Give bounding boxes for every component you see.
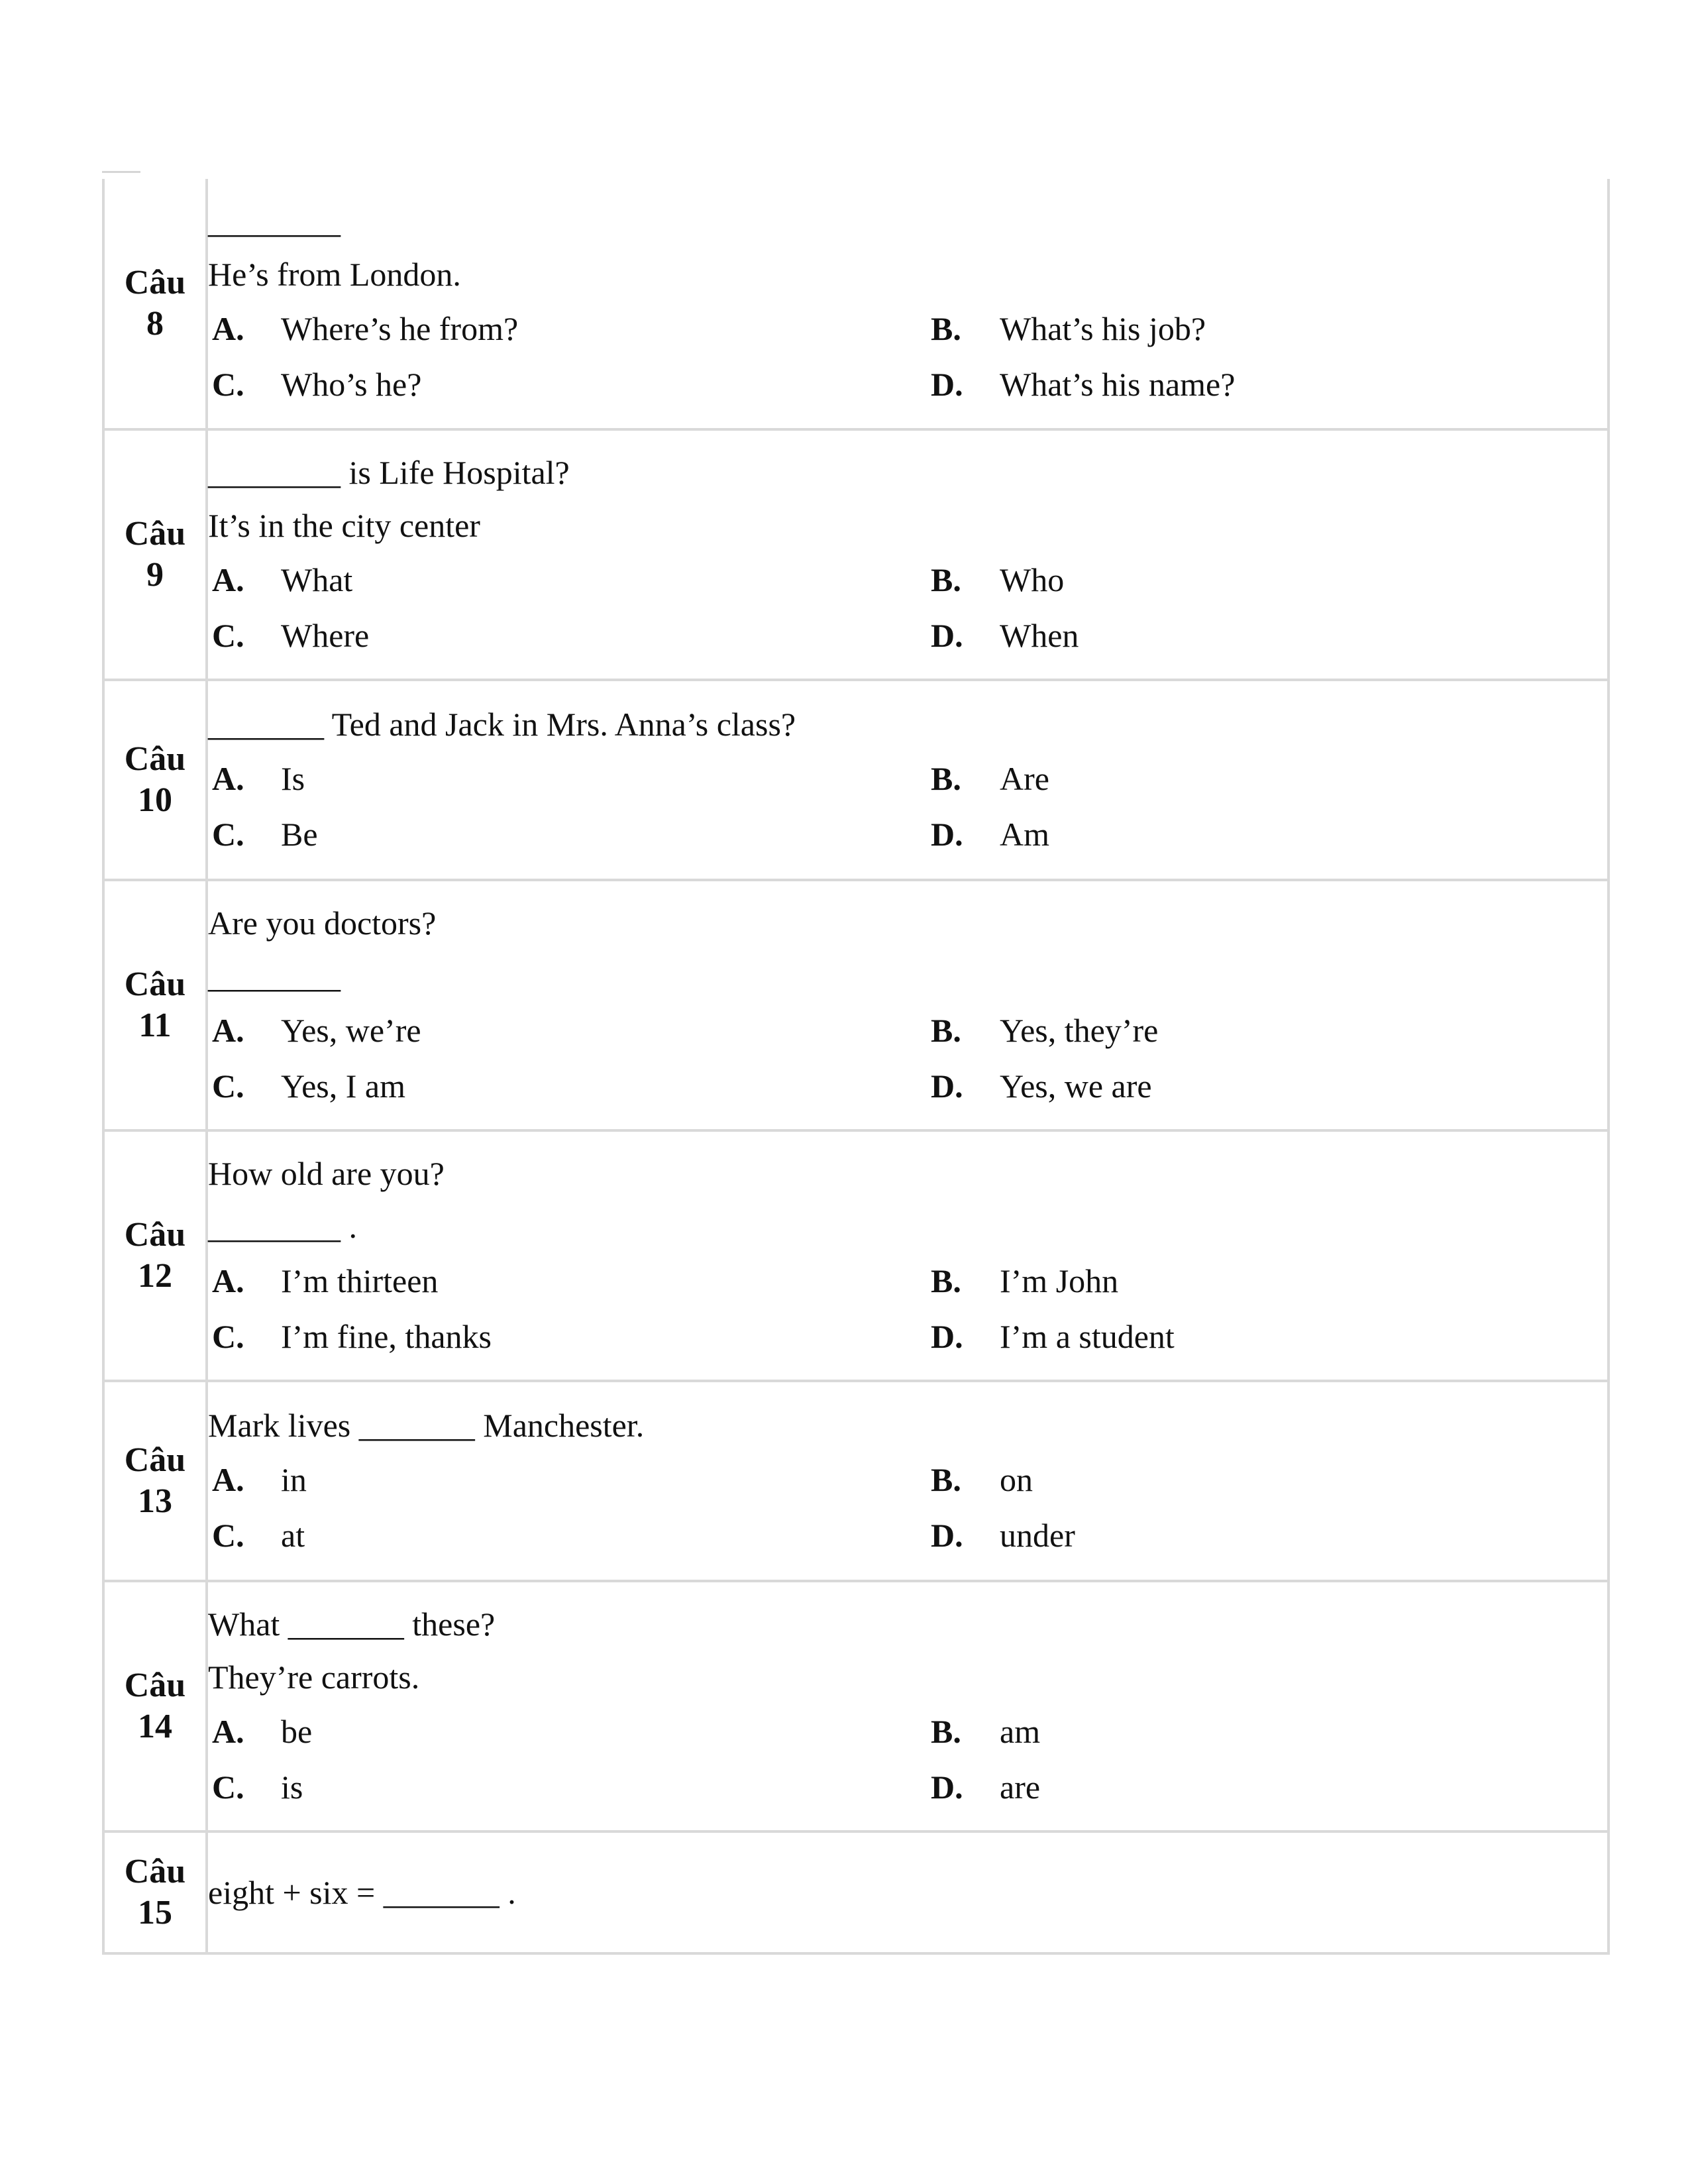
question-content-cell bbox=[207, 1130, 1609, 1381]
question-number-cell bbox=[103, 429, 207, 680]
option-letter: B. bbox=[931, 1461, 961, 1498]
question-content bbox=[208, 431, 1607, 678]
question-stem-line: ________ . bbox=[208, 1208, 357, 1245]
answer-option[interactable] bbox=[208, 1253, 927, 1309]
answer-option[interactable] bbox=[208, 356, 927, 412]
question-sheet bbox=[102, 179, 1610, 2018]
option-text: When bbox=[1000, 617, 1079, 654]
question-stem-line: eight + six = _______ . bbox=[208, 1874, 516, 1911]
question-number: 10 bbox=[138, 781, 172, 819]
option-letter: D. bbox=[931, 617, 963, 654]
option-text: What’s his job? bbox=[1000, 310, 1206, 347]
question-label: Câu bbox=[124, 1441, 186, 1479]
answer-option[interactable] bbox=[927, 1309, 1646, 1364]
answer-options bbox=[208, 1704, 1607, 1815]
question-row bbox=[103, 179, 1609, 429]
question-row bbox=[103, 1130, 1609, 1381]
option-letter: D. bbox=[931, 1517, 963, 1554]
question-label: Câu bbox=[124, 264, 186, 301]
question-row bbox=[103, 1581, 1609, 1831]
answer-option[interactable] bbox=[208, 1309, 927, 1364]
option-text: Yes, I am bbox=[281, 1067, 405, 1105]
question-content bbox=[208, 1132, 1607, 1379]
answer-option[interactable] bbox=[208, 751, 927, 806]
answer-option[interactable] bbox=[208, 608, 927, 663]
option-letter: D. bbox=[931, 366, 963, 403]
question-content bbox=[208, 1384, 1607, 1578]
option-text: Are bbox=[1000, 760, 1049, 797]
question-content bbox=[208, 1851, 1607, 1934]
option-letter: A. bbox=[212, 1713, 244, 1750]
option-text: Where bbox=[281, 617, 370, 654]
option-text: What bbox=[281, 561, 353, 598]
question-stem-line: He’s from London. bbox=[208, 256, 461, 293]
option-text: Who’s he? bbox=[281, 366, 422, 403]
option-letter: C. bbox=[212, 1769, 244, 1806]
option-text: Is bbox=[281, 760, 305, 797]
question-stem-line: Mark lives _______ Manchester. bbox=[208, 1407, 645, 1444]
question-stem-line: ________ bbox=[208, 203, 341, 240]
option-letter: A. bbox=[212, 310, 244, 347]
question-number-cell bbox=[103, 1581, 207, 1831]
table-corner-mark bbox=[102, 171, 140, 173]
question-label: Câu bbox=[124, 1853, 186, 1890]
question-stem-line: It’s in the city center bbox=[208, 507, 480, 544]
option-text: I’m John bbox=[1000, 1262, 1119, 1299]
question-label: Câu bbox=[124, 515, 186, 553]
answer-options bbox=[208, 1253, 1607, 1364]
answer-options bbox=[208, 301, 1607, 412]
option-text: is bbox=[281, 1769, 303, 1806]
question-row bbox=[103, 1831, 1609, 1953]
answer-option[interactable] bbox=[927, 608, 1646, 663]
option-text: be bbox=[281, 1713, 313, 1750]
answer-option[interactable] bbox=[208, 1507, 927, 1563]
question-number-cell bbox=[103, 1831, 207, 1953]
question-number-cell bbox=[103, 1130, 207, 1381]
option-letter: B. bbox=[931, 1012, 961, 1049]
question-number-cell bbox=[103, 880, 207, 1130]
question-row bbox=[103, 680, 1609, 880]
question-content bbox=[208, 1583, 1607, 1829]
option-letter: C. bbox=[212, 1318, 244, 1355]
option-text: Be bbox=[281, 816, 318, 853]
answer-option[interactable] bbox=[208, 1759, 927, 1815]
question-stem-line: Are you doctors? bbox=[208, 904, 437, 942]
answer-option[interactable] bbox=[208, 1058, 927, 1114]
answer-options bbox=[208, 552, 1607, 663]
option-letter: B. bbox=[931, 310, 961, 347]
question-content bbox=[208, 683, 1607, 877]
answer-option[interactable] bbox=[927, 751, 1646, 806]
answer-option[interactable] bbox=[208, 1003, 927, 1058]
answer-option[interactable] bbox=[927, 1452, 1646, 1507]
question-content-cell bbox=[207, 880, 1609, 1130]
answer-options bbox=[208, 1003, 1607, 1114]
option-text: Where’s he from? bbox=[281, 310, 519, 347]
question-number: 9 bbox=[146, 556, 164, 594]
question-label: Câu bbox=[124, 965, 186, 1003]
question-content-cell bbox=[207, 680, 1609, 880]
question-number-cell bbox=[103, 1381, 207, 1581]
option-text: Yes, they’re bbox=[1000, 1012, 1159, 1049]
question-label: Câu bbox=[124, 740, 186, 778]
question-number-cell bbox=[103, 179, 207, 429]
option-letter: A. bbox=[212, 561, 244, 598]
question-row bbox=[103, 429, 1609, 680]
option-text: Am bbox=[1000, 816, 1049, 853]
question-label: Câu bbox=[124, 1666, 186, 1704]
question-content bbox=[208, 180, 1607, 427]
answer-option[interactable] bbox=[208, 806, 927, 862]
question-stem-line: How old are you? bbox=[208, 1155, 445, 1192]
option-text: Who bbox=[1000, 561, 1065, 598]
answer-option[interactable] bbox=[927, 301, 1646, 356]
option-text: in bbox=[281, 1461, 307, 1498]
question-label: Câu bbox=[124, 1216, 186, 1254]
option-letter: C. bbox=[212, 816, 244, 853]
question-stem-line: They’re carrots. bbox=[208, 1659, 420, 1696]
option-letter: A. bbox=[212, 1461, 244, 1498]
answer-option[interactable] bbox=[927, 1704, 1646, 1759]
question-content-cell bbox=[207, 429, 1609, 680]
option-text: on bbox=[1000, 1461, 1033, 1498]
answer-option[interactable] bbox=[927, 1003, 1646, 1058]
option-text: I’m a student bbox=[1000, 1318, 1175, 1355]
option-letter: A. bbox=[212, 760, 244, 797]
answer-option[interactable] bbox=[927, 1759, 1646, 1815]
question-content bbox=[208, 882, 1607, 1128]
question-content-cell bbox=[207, 179, 1609, 429]
option-letter: D. bbox=[931, 816, 963, 853]
option-letter: C. bbox=[212, 1067, 244, 1105]
answer-option[interactable] bbox=[927, 1507, 1646, 1563]
question-stem-line: ________ bbox=[208, 957, 341, 995]
option-letter: B. bbox=[931, 1262, 961, 1299]
option-text: are bbox=[1000, 1769, 1041, 1806]
question-number: 8 bbox=[146, 305, 164, 343]
answer-option[interactable] bbox=[927, 1253, 1646, 1309]
question-table bbox=[102, 179, 1610, 1955]
question-number: 13 bbox=[138, 1482, 172, 1520]
question-table-body bbox=[103, 179, 1609, 1953]
option-text: What’s his name? bbox=[1000, 366, 1236, 403]
question-stem-line: _______ Ted and Jack in Mrs. Anna’s class? bbox=[208, 706, 796, 743]
question-number-cell bbox=[103, 680, 207, 880]
question-content-cell bbox=[207, 1581, 1609, 1831]
option-letter: D. bbox=[931, 1769, 963, 1806]
answer-option[interactable] bbox=[208, 552, 927, 608]
answer-option[interactable] bbox=[927, 806, 1646, 862]
question-content-cell bbox=[207, 1381, 1609, 1581]
option-letter: C. bbox=[212, 1517, 244, 1554]
option-letter: C. bbox=[212, 366, 244, 403]
option-text: at bbox=[281, 1517, 305, 1554]
answer-option[interactable] bbox=[927, 1058, 1646, 1114]
question-number: 15 bbox=[138, 1894, 172, 1932]
answer-options bbox=[208, 751, 1607, 862]
answer-option[interactable] bbox=[927, 552, 1646, 608]
question-row bbox=[103, 1381, 1609, 1581]
option-text: under bbox=[1000, 1517, 1075, 1554]
option-text: Yes, we’re bbox=[281, 1012, 421, 1049]
option-letter: A. bbox=[212, 1012, 244, 1049]
question-stem-line: ________ is Life Hospital? bbox=[208, 454, 570, 491]
option-letter: A. bbox=[212, 1262, 244, 1299]
option-letter: D. bbox=[931, 1067, 963, 1105]
option-text: I’m fine, thanks bbox=[281, 1318, 492, 1355]
answer-option[interactable] bbox=[208, 1452, 927, 1507]
option-letter: B. bbox=[931, 561, 961, 598]
question-number: 12 bbox=[138, 1257, 172, 1295]
question-number: 11 bbox=[138, 1007, 172, 1044]
option-letter: B. bbox=[931, 760, 961, 797]
question-stem-line: What _______ these? bbox=[208, 1606, 496, 1643]
option-text: I’m thirteen bbox=[281, 1262, 439, 1299]
option-text: Yes, we are bbox=[1000, 1067, 1152, 1105]
answer-option[interactable] bbox=[208, 1704, 927, 1759]
question-number: 14 bbox=[138, 1708, 172, 1745]
answer-option[interactable] bbox=[927, 356, 1646, 412]
answer-option[interactable] bbox=[208, 301, 927, 356]
option-letter: D. bbox=[931, 1318, 963, 1355]
option-letter: C. bbox=[212, 617, 244, 654]
question-content-cell bbox=[207, 1831, 1609, 1953]
question-row bbox=[103, 880, 1609, 1130]
answer-options bbox=[208, 1452, 1607, 1563]
option-letter: B. bbox=[931, 1713, 961, 1750]
option-text: am bbox=[1000, 1713, 1041, 1750]
